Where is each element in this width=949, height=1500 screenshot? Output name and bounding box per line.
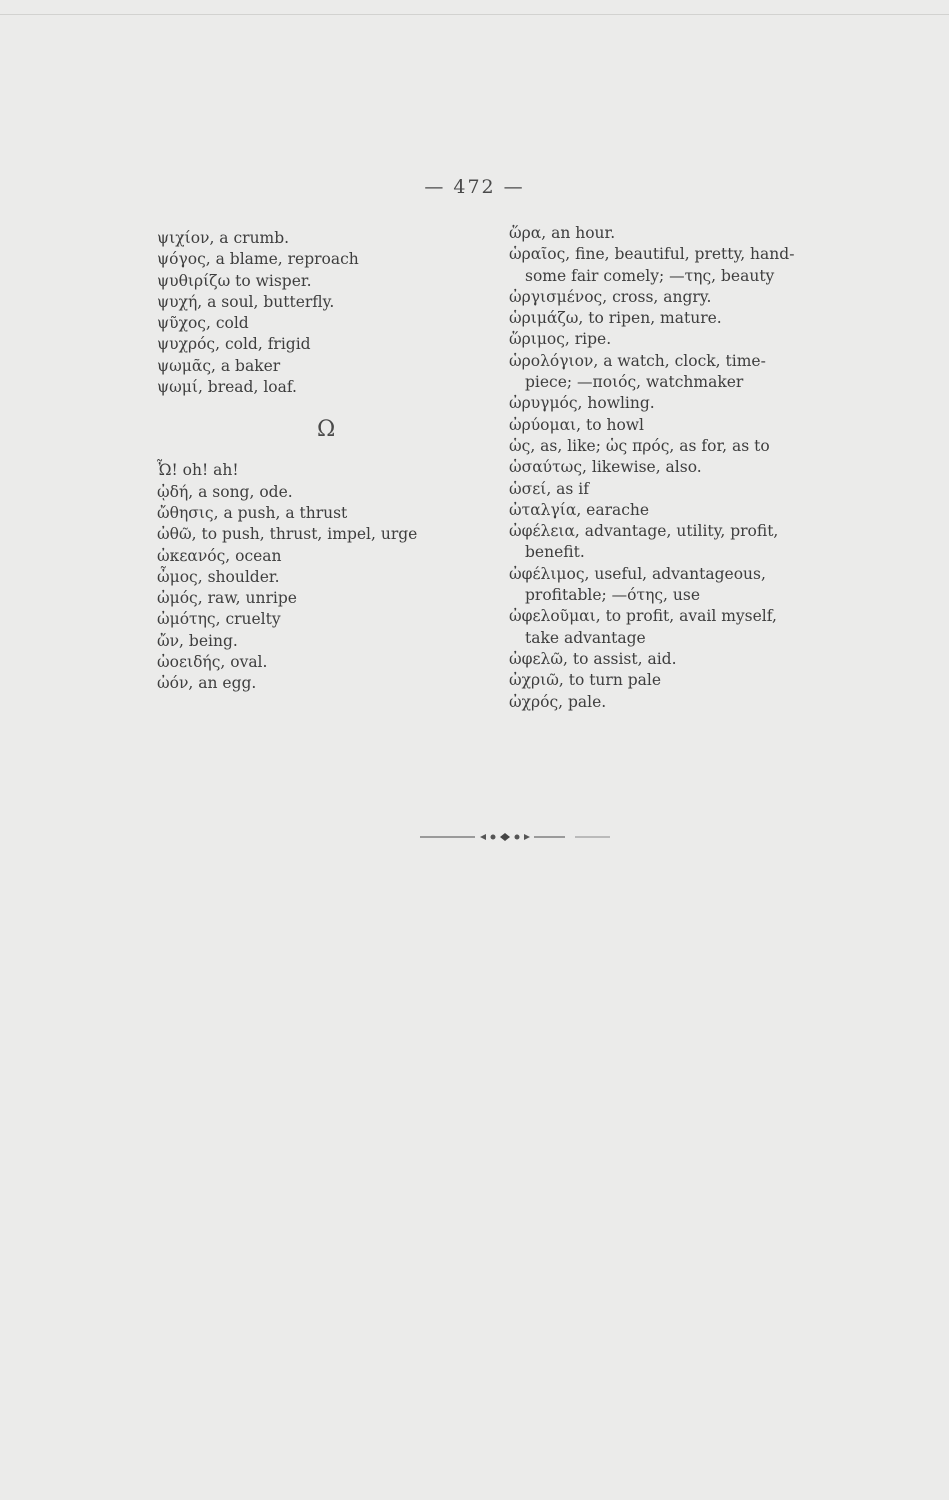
dictionary-entry: ὠόν, an egg.	[157, 674, 257, 693]
dictionary-entry-continuation: some fair comely; —της, beauty	[525, 266, 775, 285]
dictionary-entry: ὤθησις, a push, a thrust	[157, 503, 348, 522]
section-heading-omega: Ω	[317, 417, 336, 443]
dictionary-entry: ὠργισμένος, cross, angry.	[509, 287, 712, 306]
dictionary-entry: ὠρυγμός, howling.	[509, 394, 655, 413]
dictionary-entry: ὤν, being.	[157, 631, 238, 650]
dictionary-entry: ὠχριῶ, to turn pale	[509, 671, 662, 690]
dictionary-entry: ᾠδή, a song, ode.	[157, 482, 293, 501]
dictionary-entry: ὠρύομαι, to howl	[509, 415, 645, 434]
dictionary-entry: ὠταλγία, earache	[509, 500, 650, 519]
end-ornament-rule	[420, 832, 610, 842]
dictionary-entry: ψυχρός, cold, frigid	[157, 335, 311, 354]
dictionary-entry: ψωμᾶς, a baker	[157, 356, 281, 375]
left-entries-top	[157, 228, 487, 398]
dictionary-entry: ψόγος, a blame, reproach	[157, 250, 359, 269]
dictionary-entry: ὠφέλεια, advantage, utility, profit,	[509, 522, 779, 541]
dictionary-entry: ὦμος, shoulder.	[157, 567, 280, 586]
dictionary-entry-continuation: take advantage	[525, 628, 646, 647]
dictionary-entry: ὠμός, raw, unripe	[157, 589, 297, 608]
dictionary-entry: ψωμί, bread, loaf.	[157, 378, 297, 397]
dictionary-entry: ὥριμος, ripe.	[509, 330, 612, 349]
dictionary-entry: ὥρα, an hour.	[509, 224, 616, 242]
dictionary-entry: Ὦ! oh! ah!	[157, 461, 239, 480]
dictionary-entry: ὡριμάζω, to ripen, mature.	[509, 309, 722, 328]
dictionary-entry: ὡς, as, like; ὡς πρός, as for, as to	[509, 436, 770, 455]
dictionary-entry: ὡραῖος, fine, beautiful, pretty, hand-	[509, 245, 795, 264]
dictionary-entry: ὠχρός, pale.	[509, 692, 607, 711]
right-column	[509, 223, 849, 713]
dictionary-entry: ψῦχος, cold	[157, 314, 249, 333]
dictionary-entry: ὡσεί, as if	[509, 479, 589, 498]
dictionary-entry-continuation: benefit.	[525, 543, 585, 562]
left-entries-bottom	[157, 460, 487, 694]
dictionary-entry: ψιχίον, a crumb.	[157, 229, 290, 247]
dictionary-entry: ψυθιρίζω to wisper.	[157, 271, 312, 290]
dictionary-entry: ὠοειδής, oval.	[157, 653, 268, 672]
dictionary-entry: ὠφελῶ, to assist, aid.	[509, 649, 677, 668]
page-number: — 472 —	[424, 176, 525, 198]
dictionary-entry: ὡσαύτως, likewise, also.	[509, 458, 702, 477]
dictionary-entry: ὠφέλιμος, useful, advantageous,	[509, 564, 766, 583]
dictionary-entry-continuation: piece; —ποιός, watchmaker	[525, 373, 744, 392]
dictionary-entry: ὠθῶ, to push, thrust, impel, urge	[157, 525, 418, 544]
left-column	[157, 228, 487, 695]
dictionary-entry: ὠκεανός, ocean	[157, 546, 282, 565]
dictionary-entry: ὡρολόγιον, a watch, clock, time-	[509, 351, 766, 370]
dictionary-entry: ὠμότης, cruelty	[157, 610, 281, 629]
dictionary-entry-continuation: profitable; —ότης, use	[525, 586, 701, 605]
page-top-edge-rule	[0, 14, 949, 15]
dictionary-entry: ὠφελοῦμαι, to profit, avail myself,	[509, 607, 777, 626]
dictionary-entry: ψυχή, a soul, butterfly.	[157, 292, 335, 311]
